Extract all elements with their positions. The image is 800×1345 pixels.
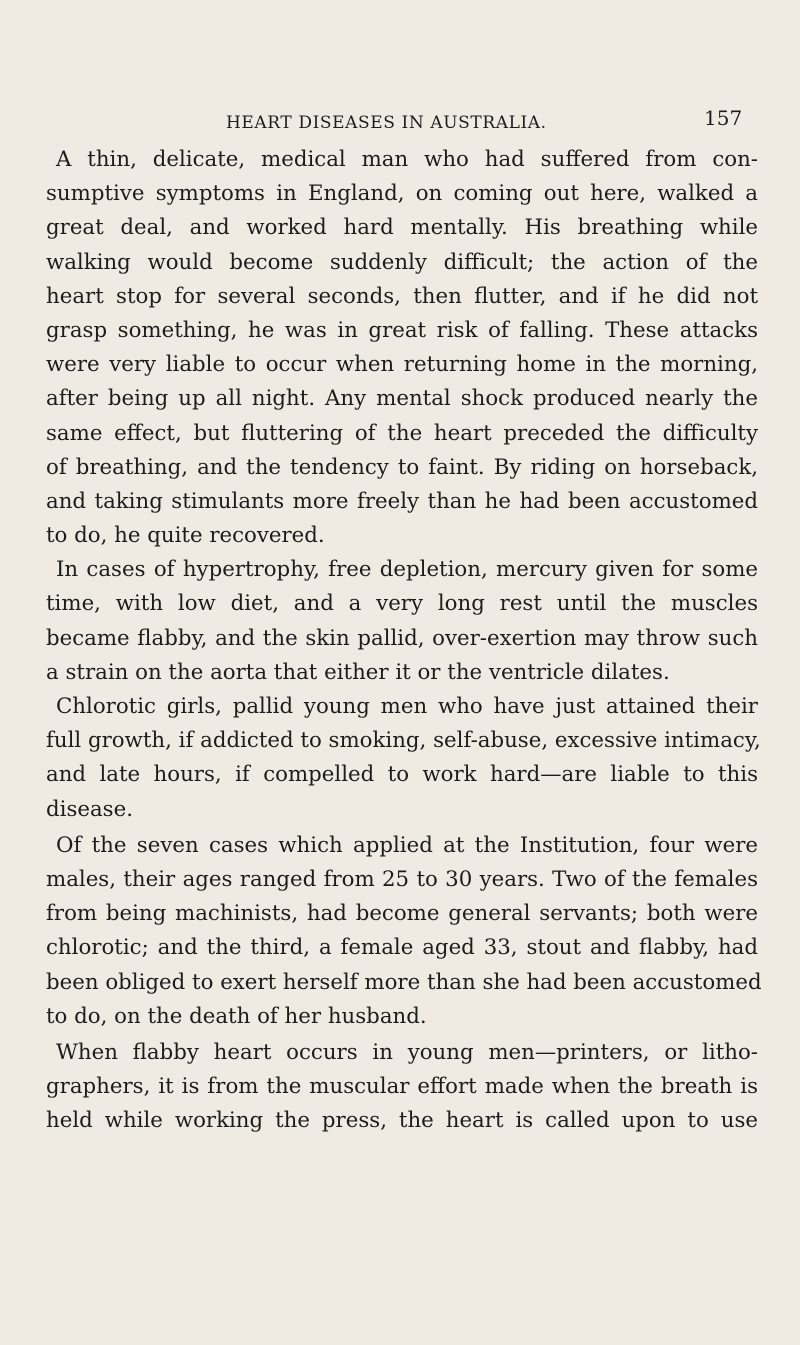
text-line: same effect, but fluttering of the heart preceded the difficulty <box>46 420 758 446</box>
paragraph-seven-cases <box>46 829 762 1034</box>
text-line: When flabby heart occurs in young men—printers, or litho- <box>56 1039 758 1065</box>
running-title: HEART DISEASES IN AUSTRALIA. <box>226 113 547 133</box>
paragraph-flabby-heart <box>46 1036 758 1139</box>
text-line: of breathing, and the tendency to faint. By riding on horseback, <box>46 454 758 480</box>
text-line: walking would become suddenly difficult; the action of the <box>46 249 758 275</box>
text-line: In cases of hypertrophy, free depletion, mercury given for some <box>56 557 758 583</box>
text-line: and late hours, if compelled to work hard—are liable to this <box>46 762 758 788</box>
text-line: to do, he quite recovered. <box>46 523 325 549</box>
text-line: full growth, if addicted to smoking, self-abuse, excessive intimacy, <box>46 728 761 754</box>
text-line: Chlorotic girls, pallid young men who have just attained their <box>56 694 758 719</box>
text-line: after being up all night. Any mental shock produced nearly the <box>46 386 758 412</box>
text-line: grasp something, he was in great risk of falling. These attacks <box>46 317 758 343</box>
paragraph-medical-man <box>46 143 758 553</box>
text-line: a strain on the aorta that either it or the ventricle dilates. <box>46 659 670 685</box>
text-line: heart stop for several seconds, then flutter, and if he did not <box>46 283 758 309</box>
paragraph-chlorotic-girls <box>46 690 761 827</box>
text-line: graphers, it is from the muscular effort made when the breath is <box>46 1074 758 1100</box>
text-line: A thin, delicate, medical man who had suffered from con- <box>56 147 758 172</box>
text-line: were very liable to occur when returning home in the morning, <box>46 352 758 378</box>
text-line: Of the seven cases which applied at the Institution, four were <box>56 832 758 858</box>
text-line: sumptive symptoms in England, on coming out here, walked a <box>46 181 758 207</box>
paragraph-hypertrophy <box>46 553 758 690</box>
text-line: became flabby, and the skin pallid, over-exertion may throw such <box>46 625 758 651</box>
body-text <box>46 143 762 1138</box>
text-line: been obliged to exert herself more than she had been accustomed <box>46 969 762 995</box>
text-line: from being machinists, had become general servants; both were <box>46 901 758 927</box>
text-line: time, with low diet, and a very long rest until the muscles <box>46 591 758 617</box>
text-line: disease. <box>46 796 133 822</box>
text-line: great deal, and worked hard mentally. His breathing while <box>46 215 758 241</box>
text-line: chlorotic; and the third, a female aged 33, stout and flabby, had <box>46 935 758 961</box>
text-line: males, their ages ranged from 25 to 30 years. Two of the females <box>46 866 758 892</box>
text-line: to do, on the death of her husband. <box>46 1003 427 1029</box>
text-line: held while working the press, the heart is called upon to use <box>46 1108 758 1134</box>
page-number: 157 <box>704 106 743 130</box>
text-line: and taking stimulants more freely than he had been accustomed <box>46 488 758 514</box>
